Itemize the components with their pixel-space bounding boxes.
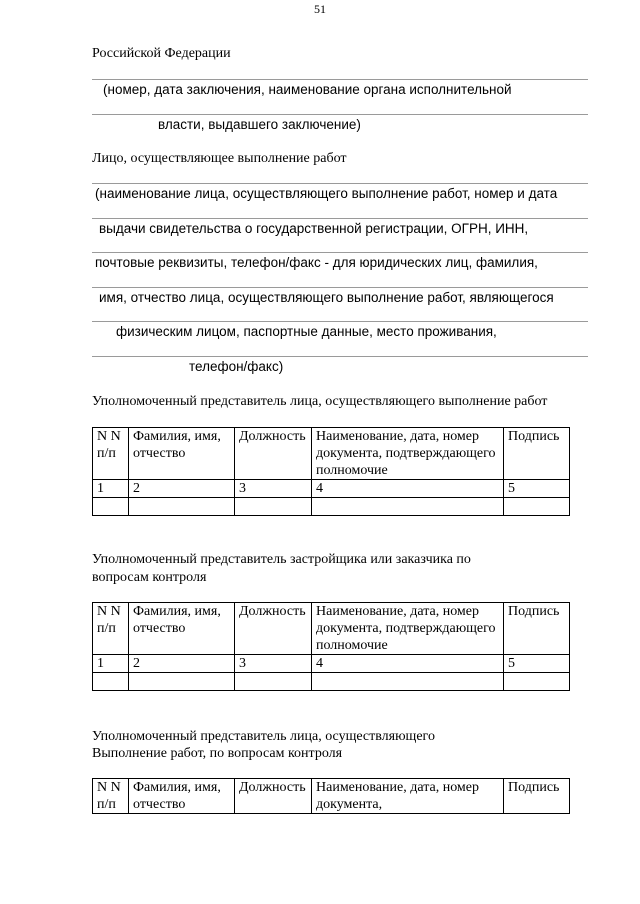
fill-line: [92, 321, 588, 322]
col-header-document: Наименование, дата, номер документа, подтверждающего полномочие: [312, 603, 504, 655]
fill-line: [92, 252, 588, 253]
col-header-signature: Подпись: [504, 779, 570, 814]
caption: физическим лицом, паспортные данные, место проживания,: [116, 324, 497, 339]
empty-cell[interactable]: [504, 673, 570, 691]
table-header-row: [93, 779, 570, 814]
table-empty-row: [93, 673, 570, 691]
caption: телефон/факс): [189, 359, 284, 374]
col-number: 2: [129, 480, 235, 498]
empty-cell[interactable]: [312, 673, 504, 691]
col-number: 5: [504, 655, 570, 673]
col-header-name: Фамилия, имя, отчество: [129, 428, 235, 480]
col-header-signature: Подпись: [504, 428, 570, 480]
col-header-name: Фамилия, имя, отчество: [129, 779, 235, 814]
col-header-position: Должность: [235, 428, 312, 480]
col-number: 2: [129, 655, 235, 673]
col-number: 3: [235, 655, 312, 673]
empty-cell[interactable]: [235, 673, 312, 691]
empty-cell[interactable]: [129, 673, 235, 691]
fill-line: [92, 218, 588, 219]
contractor-label: Лицо, осуществляющее выполнение работ: [92, 151, 347, 166]
caption: власти, выдавшего заключение): [158, 117, 361, 132]
col-header-position: Должность: [235, 779, 312, 814]
col-number: 1: [93, 480, 129, 498]
empty-cell[interactable]: [93, 498, 129, 516]
caption: выдачи свидетельства о государственной регистрации, ОГРН, ИНН,: [99, 221, 529, 236]
fill-line: [92, 79, 588, 80]
col-number: 1: [93, 655, 129, 673]
col-header-position: Должность: [235, 603, 312, 655]
col-header-num: N N п/п: [93, 779, 129, 814]
fill-line: [92, 287, 588, 288]
table-header-row: [93, 428, 570, 480]
section-heading: Уполномоченный представитель лица, осуществляющего выполнение работ: [92, 394, 548, 409]
table-number-row: [93, 480, 570, 498]
table-empty-row: [93, 498, 570, 516]
section-heading: Уполномоченный представитель лица, осуществляющего: [92, 729, 435, 744]
col-header-document: Наименование, дата, номер документа, подтверждающего полномочие: [312, 428, 504, 480]
col-number: 5: [504, 480, 570, 498]
caption: (наименование лица, осуществляющего выполнение работ, номер и дата: [95, 186, 558, 201]
col-header-document: Наименование, дата, номер документа,: [312, 779, 504, 814]
header-line: Российской Федерации: [92, 46, 231, 61]
col-header-name: Фамилия, имя, отчество: [129, 603, 235, 655]
caption: имя, отчество лица, осуществляющего выполнение работ, являющегося: [99, 290, 554, 305]
col-number: 4: [312, 655, 504, 673]
col-number: 4: [312, 480, 504, 498]
section-heading: Уполномоченный представитель застройщика или заказчика по: [92, 552, 471, 567]
fill-line: [92, 114, 588, 115]
caption: (номер, дата заключения, наименование органа исполнительной: [103, 82, 512, 97]
empty-cell[interactable]: [93, 673, 129, 691]
fill-line: [92, 183, 588, 184]
page-number: 51: [314, 2, 326, 16]
contractor-control-representatives-table: [92, 778, 570, 814]
empty-cell[interactable]: [235, 498, 312, 516]
table-number-row: [93, 655, 570, 673]
fill-line: [92, 356, 588, 357]
developer-representatives-table: [92, 602, 570, 691]
col-header-num: N N п/п: [93, 428, 129, 480]
table-header-row: [93, 603, 570, 655]
col-header-num: N N п/п: [93, 603, 129, 655]
section-heading: вопросам контроля: [92, 570, 207, 585]
representatives-table: [92, 427, 570, 516]
section-heading: Выполнение работ, по вопросам контроля: [92, 746, 343, 761]
empty-cell[interactable]: [312, 498, 504, 516]
empty-cell[interactable]: [504, 498, 570, 516]
caption: почтовые реквизиты, телефон/факс - для юридических лиц, фамилия,: [95, 255, 538, 270]
col-number: 3: [235, 480, 312, 498]
empty-cell[interactable]: [129, 498, 235, 516]
col-header-signature: Подпись: [504, 603, 570, 655]
